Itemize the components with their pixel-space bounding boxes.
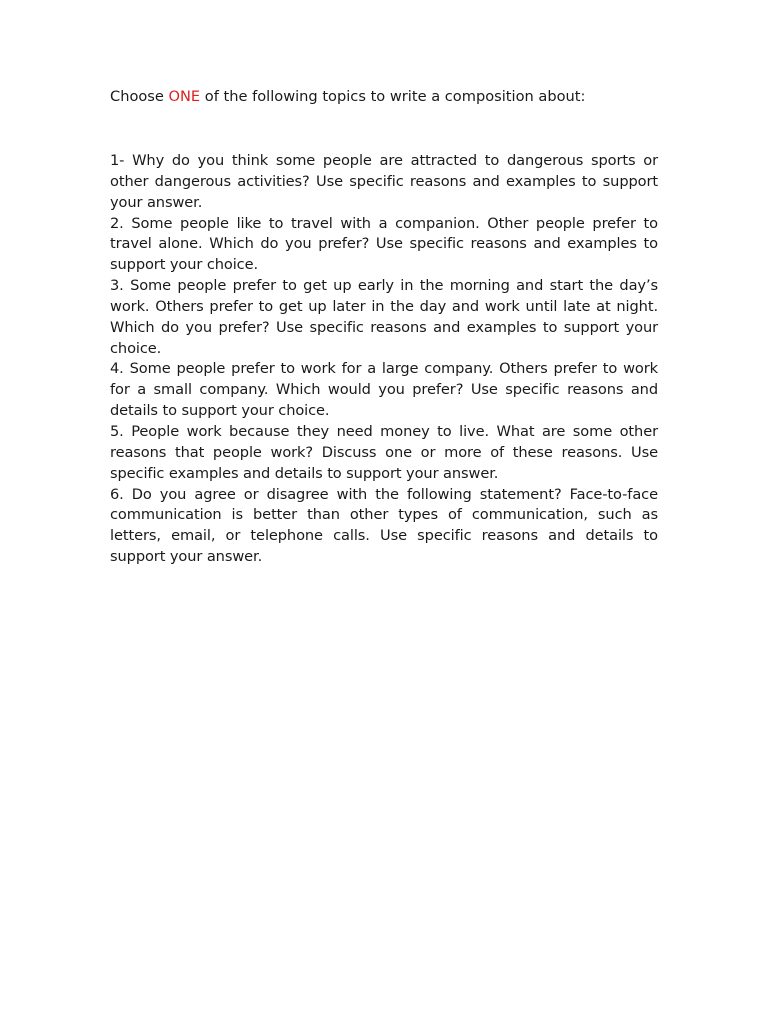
topic-item: 4. Some people prefer to work for a large company. Others prefer to work for a small company. Which would you prefer? Use specific reasons and details to support your choice. bbox=[110, 360, 658, 420]
topic-item: 2. Some people like to travel with a companion. Other people prefer to travel alone. Which do you prefer? Use specific reasons and examples to support your choice. bbox=[110, 214, 658, 274]
topic-item: 6. Do you agree or disagree with the following statement? Face-to-face communication is better than other types of communication, such as letters, email, or telephone calls. Use specific reasons and details to support your answer. bbox=[110, 485, 658, 566]
topic-item: 3. Some people prefer to get up early in the morning and start the day’s work. Others prefer to get up later in the day and work until late at night. Which do you prefer? Use specific reasons and examples to support your choice. bbox=[110, 277, 658, 357]
topic-item: 5. People work because they need money to live. What are some other reasons that people work? Discuss one or more of these reasons. Use specific examples and details to support your answer. bbox=[110, 422, 658, 482]
instructions-text-after: of the following topics to write a composition about: bbox=[200, 88, 586, 105]
topic-list bbox=[110, 151, 658, 568]
instructions-line bbox=[110, 87, 658, 108]
instructions-text-before: Choose bbox=[110, 88, 169, 105]
instructions-emphasis: ONE bbox=[168, 88, 201, 105]
topic-item: 1- Why do you think some people are attracted to dangerous sports or other dangerous activities? Use specific reasons and examples to support your answer. bbox=[110, 152, 658, 211]
